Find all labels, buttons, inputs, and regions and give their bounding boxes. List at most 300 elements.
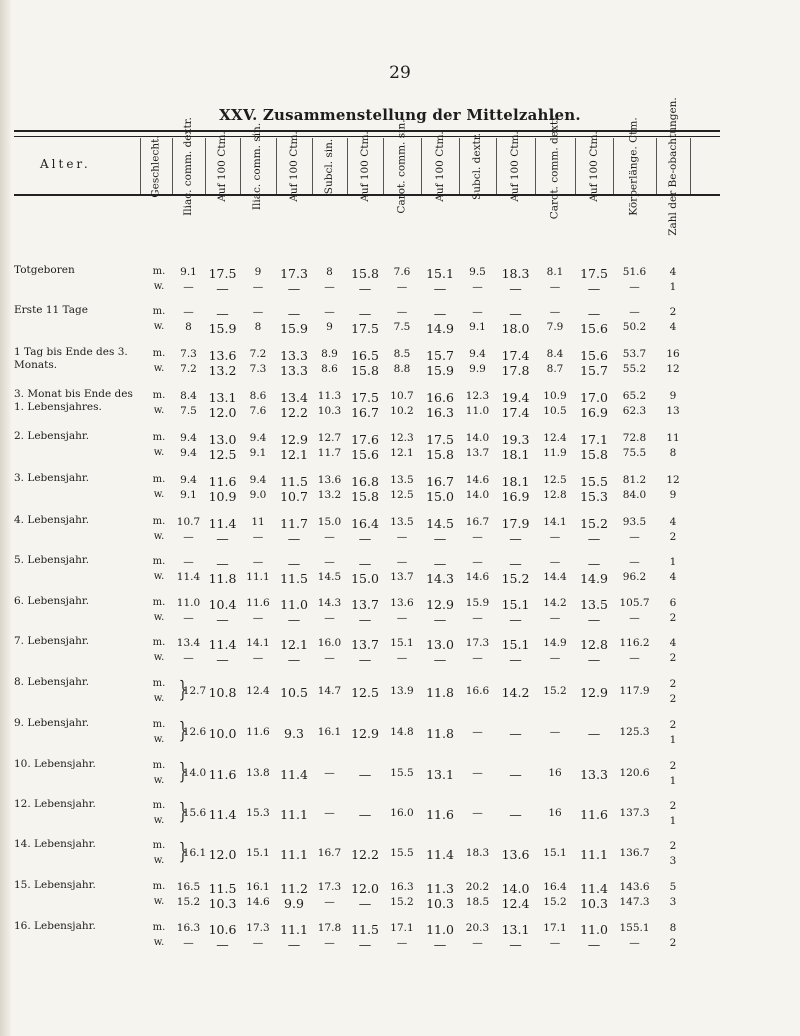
table-cell: 11.7 <box>317 447 342 459</box>
column-header-label: Geschlecht. <box>149 134 162 198</box>
table-cell: 15.5 <box>580 474 608 489</box>
column-header <box>240 122 276 210</box>
table-cell: 5 <box>669 881 677 893</box>
row-age-label: 7. Lebensjahr. <box>14 635 90 647</box>
table-cell: 13.5 <box>390 516 414 528</box>
column-header <box>172 116 205 216</box>
table-cell: — <box>287 556 301 571</box>
table-cell: 16.6 <box>465 685 490 697</box>
column-divider <box>690 138 691 194</box>
column-header-label: Auf 100 Ctm. <box>287 130 300 202</box>
table-cell: 16.4 <box>351 516 379 531</box>
column-header <box>383 118 421 214</box>
table-cell: — <box>587 937 601 952</box>
table-cell: 8 <box>326 266 333 278</box>
table-cell: 13.3 <box>280 363 308 378</box>
table-cell: 14.6 <box>465 571 490 583</box>
table-cell: 15.1 <box>501 597 530 612</box>
row-age-label: Totgeboren <box>14 264 75 276</box>
table-cell: — <box>509 556 522 571</box>
table-cell: 11.1 <box>280 922 308 937</box>
table-cell: — <box>324 281 335 293</box>
table-cell: 143.6 <box>619 881 650 893</box>
table-cell: 16.0 <box>317 637 342 649</box>
table-cell: — <box>549 306 561 318</box>
joint-brace: } <box>178 678 188 703</box>
table-cell: — <box>549 726 561 738</box>
table-cell: 3 <box>669 896 677 908</box>
column-header <box>205 130 240 202</box>
row-sex-label: m. <box>152 719 166 730</box>
table-cell: — <box>183 937 194 949</box>
table-cell: 10.7 <box>280 489 308 504</box>
column-header <box>575 130 613 202</box>
table-cell: 2 <box>669 840 677 852</box>
table-cell: — <box>549 652 561 664</box>
table-cell: 9 <box>326 321 333 333</box>
table-cell: 10.7 <box>176 516 201 528</box>
row-age-label: 9. Lebensjahr. <box>14 717 90 729</box>
table-cell: 9.5 <box>469 266 486 278</box>
table-cell: 15.0 <box>317 516 342 528</box>
table-cell: 7.5 <box>180 405 197 417</box>
table-cell: 20.3 <box>465 922 490 934</box>
table-cell: 11.0 <box>465 405 490 417</box>
table-cell: 9 <box>254 266 262 278</box>
table-cell: 14.2 <box>501 685 530 700</box>
table-cell: 8.7 <box>546 363 564 375</box>
table-cell: — <box>629 531 640 543</box>
table-cell: 15.1 <box>390 637 414 649</box>
table-cell: 13 <box>666 405 680 417</box>
row-sex-label: m. <box>152 348 166 359</box>
row-sex-label: m. <box>152 266 166 277</box>
table-cell: — <box>358 612 372 627</box>
table-cell: 18.0 <box>501 321 530 336</box>
table-cell: 12.9 <box>580 685 608 700</box>
table-cell: 12.2 <box>351 847 379 862</box>
table-cell: 13.9 <box>390 685 414 697</box>
table-cell: — <box>358 937 372 952</box>
table-cell: 13.2 <box>208 363 237 378</box>
table-cell: 8.5 <box>393 348 411 360</box>
table-cell: — <box>433 652 447 667</box>
table-cell: — <box>252 556 264 568</box>
table-cell: 11.8 <box>426 726 454 741</box>
table-cell: 93.5 <box>622 516 647 528</box>
table-cell: 4 <box>669 637 677 649</box>
table-cell: 18.3 <box>501 266 530 281</box>
table-cell: 19.3 <box>501 432 530 447</box>
table-cell: 11.2 <box>280 881 308 896</box>
table-cell: 10.3 <box>426 896 454 911</box>
table-cell: 14.0 <box>182 767 207 779</box>
table-cell: — <box>629 612 640 624</box>
row-sex-label: w. <box>153 815 165 826</box>
table-cell: 17.9 <box>501 516 530 531</box>
table-cell: — <box>629 652 640 664</box>
column-header <box>140 134 172 198</box>
table-cell: 16.7 <box>465 516 490 528</box>
table-cell: — <box>549 612 561 624</box>
table-cell: 12.0 <box>208 405 237 420</box>
table-cell: 16.6 <box>426 390 454 405</box>
table-cell: — <box>324 556 335 568</box>
column-header-label: Subcl. dextr. <box>471 132 483 200</box>
table-cell: 15.1 <box>246 847 270 859</box>
table-cell: — <box>324 306 335 318</box>
table-cell: 16.1 <box>317 726 342 738</box>
table-cell: 14.9 <box>426 321 454 336</box>
table-cell: — <box>183 281 194 293</box>
table-cell: 120.6 <box>619 767 650 779</box>
table-cell: 16.1 <box>182 847 207 859</box>
table-cell: — <box>396 531 408 543</box>
table-cell: 12.4 <box>246 685 270 697</box>
table-cell: — <box>472 306 483 318</box>
table-cell: 7.5 <box>393 321 411 333</box>
table-cell: 12.0 <box>208 847 237 862</box>
table-cell: 11.1 <box>280 807 308 822</box>
table-cell: 12.4 <box>543 432 567 444</box>
table-cell: 13.0 <box>208 432 237 447</box>
table-cell: — <box>509 726 522 741</box>
table-cell: — <box>358 807 372 822</box>
table-cell: 15.1 <box>501 637 530 652</box>
row-sex-label: w. <box>153 937 165 948</box>
table-cell: — <box>216 937 229 952</box>
table-cell: — <box>509 306 522 321</box>
row-sex-label: m. <box>152 922 166 933</box>
row-sex-label: w. <box>153 652 165 663</box>
table-cell: 9.3 <box>284 726 304 741</box>
table-cell: 12.1 <box>280 447 308 462</box>
row-sex-label: m. <box>152 390 166 401</box>
table-cell: 96.2 <box>622 571 647 583</box>
row-age-label: 16. Lebensjahr. <box>14 920 96 932</box>
table-cell: — <box>183 612 194 624</box>
table-cell: 9.0 <box>249 489 267 501</box>
table-cell: 15.0 <box>426 489 454 504</box>
table-cell: — <box>587 531 601 546</box>
table-cell: 16 <box>666 348 680 360</box>
table-cell: 10.9 <box>543 390 567 402</box>
table-cell: 13.6 <box>501 847 530 862</box>
table-cell: 13.6 <box>317 474 342 486</box>
column-header-label: Auf 100 Ctm. <box>509 130 521 202</box>
table-cell: 14.0 <box>501 881 530 896</box>
table-cell: 116.2 <box>619 637 650 649</box>
table-cell: 12.1 <box>390 447 414 459</box>
table-cell: — <box>287 612 301 627</box>
table-cell: 16.8 <box>351 474 379 489</box>
table-cell: 15.8 <box>351 363 379 378</box>
table-cell: 9.4 <box>180 474 197 486</box>
table-cell: 15.6 <box>182 807 207 819</box>
table-cell: 12.9 <box>351 726 379 741</box>
table-cell: 16.3 <box>176 922 201 934</box>
table-title: XXV. Zusammenstellung der Mittelzahlen. <box>219 106 581 124</box>
table-cell: 4 <box>669 571 677 583</box>
row-age-label: 8. Lebensjahr. <box>14 676 90 688</box>
row-sex-label: w. <box>153 321 165 332</box>
table-cell: 7.6 <box>249 405 267 417</box>
table-cell: — <box>358 281 372 296</box>
joint-brace: } <box>178 760 188 785</box>
table-cell: 16.4 <box>543 881 567 893</box>
table-cell: 10.2 <box>390 405 414 417</box>
table-cell: — <box>324 652 335 664</box>
table-cell: 1 <box>669 556 677 568</box>
table-cell: — <box>587 652 601 667</box>
table-cell: 12.0 <box>351 881 379 896</box>
table-cell: 11.3 <box>317 390 342 402</box>
table-cell: 8 <box>669 447 677 459</box>
table-cell: 18.3 <box>465 847 490 859</box>
column-header <box>535 113 575 219</box>
table-cell: 11.7 <box>280 516 308 531</box>
table-cell: 12.9 <box>280 432 308 447</box>
table-cell: — <box>216 281 229 296</box>
table-cell: 1 <box>669 815 677 827</box>
table-cell: 17.4 <box>501 348 530 363</box>
table-cell: 13.1 <box>208 390 237 405</box>
table-cell: 2 <box>669 612 677 624</box>
table-cell: 9 <box>669 489 677 501</box>
table-cell: 13.4 <box>280 390 308 405</box>
table-cell: 7.2 <box>180 363 197 375</box>
row-sex-label: m. <box>152 800 166 811</box>
row-age-label: 6. Lebensjahr. <box>14 595 90 607</box>
table-cell: 16.5 <box>351 348 379 363</box>
table-cell: 7.9 <box>546 321 564 333</box>
table-cell: 14.9 <box>543 637 567 649</box>
row-sex-label: m. <box>152 637 166 648</box>
table-cell: — <box>629 306 640 318</box>
table-cell: — <box>396 937 408 949</box>
table-cell: 13.5 <box>580 597 608 612</box>
table-cell: 14.5 <box>426 516 454 531</box>
table-cell: — <box>433 556 447 571</box>
table-cell: 16.9 <box>580 405 608 420</box>
table-cell: 20.2 <box>465 881 490 893</box>
table-cell: 15.2 <box>580 516 608 531</box>
table-cell: 10.0 <box>208 726 237 741</box>
row-age-label: 5. Lebensjahr. <box>14 554 90 566</box>
table-cell: 9.1 <box>180 266 197 278</box>
table-cell: 16.3 <box>390 881 414 893</box>
table-cell: 15.6 <box>580 321 608 336</box>
table-cell: 17.5 <box>580 266 608 281</box>
table-cell: 12.1 <box>280 637 308 652</box>
table-cell: — <box>216 306 229 321</box>
column-header <box>613 116 656 216</box>
table-cell: 17.0 <box>580 390 608 405</box>
table-cell: 12.5 <box>208 447 237 462</box>
table-cell: 4 <box>669 266 677 278</box>
table-cell: 14.1 <box>543 516 567 528</box>
table-cell: 16 <box>548 807 562 819</box>
table-cell: 9.9 <box>469 363 486 375</box>
row-age-label: 1 Tag bis Ende des 3. Monats. <box>14 346 128 371</box>
table-cell: — <box>396 556 408 568</box>
table-cell: 2 <box>669 678 677 690</box>
table-cell: 15.6 <box>351 447 379 462</box>
table-cell: — <box>509 612 522 627</box>
table-cell: — <box>216 556 229 571</box>
table-cell: 53.7 <box>622 348 647 360</box>
table-cell: 15.7 <box>580 363 608 378</box>
table-cell: 15.9 <box>465 597 490 609</box>
table-cell: 11.0 <box>176 597 201 609</box>
table-cell: 13.1 <box>501 922 530 937</box>
table-cell: 2 <box>669 760 677 772</box>
row-sex-label: w. <box>153 447 165 458</box>
table-cell: 8 <box>669 922 677 934</box>
table-cell: — <box>358 767 372 782</box>
table-cell: — <box>216 612 229 627</box>
table-cell: 12.3 <box>465 390 490 402</box>
table-cell: 8.4 <box>180 390 197 402</box>
table-cell: — <box>287 531 301 546</box>
table-cell: 14.0 <box>465 432 490 444</box>
table-cell: 15.8 <box>351 489 379 504</box>
table-cell: — <box>549 281 561 293</box>
table-cell: 10.3 <box>317 405 342 417</box>
table-cell: 105.7 <box>619 597 650 609</box>
table-cell: — <box>183 531 194 543</box>
table-cell: 17.3 <box>280 266 308 281</box>
table-cell: — <box>324 531 335 543</box>
table-cell: — <box>287 281 301 296</box>
page-number: 29 <box>389 63 411 83</box>
table-cell: — <box>183 556 194 568</box>
row-age-label: 14. Lebensjahr. <box>14 838 96 850</box>
row-sex-label: w. <box>153 612 165 623</box>
table-cell: 12.2 <box>280 405 308 420</box>
table-cell: 10.5 <box>280 685 308 700</box>
table-cell: 2 <box>669 719 677 731</box>
book-binding-edge <box>0 0 12 1036</box>
row-age-label: 3. Lebensjahr. <box>14 472 90 484</box>
table-cell: 12.8 <box>580 637 608 652</box>
row-sex-label: w. <box>153 734 165 745</box>
column-header <box>312 140 347 192</box>
table-cell: 7.3 <box>180 348 197 360</box>
table-cell: 16.5 <box>176 881 201 893</box>
table-cell: 9.1 <box>249 447 267 459</box>
table-cell: 11.1 <box>280 847 308 862</box>
table-cell: 10.8 <box>208 685 237 700</box>
row-sex-label: w. <box>153 896 165 907</box>
table-cell: 65.2 <box>622 390 647 402</box>
table-cell: — <box>587 281 601 296</box>
table-cell: — <box>509 281 522 296</box>
table-cell: — <box>433 531 447 546</box>
table-cell: 13.5 <box>390 474 414 486</box>
table-cell: 72.8 <box>622 432 647 444</box>
table-cell: — <box>287 306 301 321</box>
table-cell: 62.3 <box>622 405 647 417</box>
column-header-label: Auf 100 Ctm. <box>433 130 446 202</box>
table-cell: 11.6 <box>246 726 270 738</box>
row-sex-label: w. <box>153 363 165 374</box>
table-cell: 12 <box>666 474 680 486</box>
table-cell: 17.5 <box>426 432 454 447</box>
table-cell: 13.7 <box>465 447 490 459</box>
table-cell: 8.6 <box>321 363 338 375</box>
table-cell: 136.7 <box>619 847 650 859</box>
row-age-label: 15. Lebensjahr. <box>14 879 96 891</box>
table-cell: 11.4 <box>208 807 237 822</box>
table-cell: — <box>252 937 264 949</box>
table-cell: — <box>549 937 561 949</box>
row-age-label: 10. Lebensjahr. <box>14 758 96 770</box>
table-cell: 3 <box>669 855 677 867</box>
column-header-label: Iliac. comm. dextr. <box>182 116 195 216</box>
table-cell: 15.1 <box>543 847 567 859</box>
table-cell: 9.4 <box>180 432 197 444</box>
table-cell: — <box>358 556 372 571</box>
table-cell: 17.3 <box>317 881 342 893</box>
table-cell: — <box>324 937 335 949</box>
table-cell: 15.2 <box>390 896 414 908</box>
table-cell: 16.3 <box>426 405 454 420</box>
table-cell: 17.5 <box>208 266 237 281</box>
table-cell: 15.6 <box>580 348 608 363</box>
column-header-label: Carot. comm. dextr. <box>548 113 561 219</box>
table-cell: 2 <box>669 693 677 705</box>
row-sex-label: m. <box>152 760 166 771</box>
table-cell: 117.9 <box>619 685 650 697</box>
table-cell: 15.8 <box>426 447 454 462</box>
table-cell: 12.6 <box>182 726 207 738</box>
row-sex-label: w. <box>153 405 165 416</box>
column-header-label: Auf 100 Ctm. <box>358 130 371 202</box>
table-cell: 15.8 <box>351 266 379 281</box>
row-sex-label: m. <box>152 597 166 608</box>
table-cell: 6 <box>669 597 677 609</box>
table-cell: 13.0 <box>426 637 454 652</box>
table-cell: 17.1 <box>543 922 567 934</box>
table-cell: 9.4 <box>249 474 267 486</box>
table-cell: 11.4 <box>280 767 308 782</box>
table-cell: 14.6 <box>465 474 490 486</box>
table-cell: 7.2 <box>249 348 267 360</box>
column-header <box>276 130 312 202</box>
table-cell: 11.4 <box>426 847 454 862</box>
table-cell: 14.7 <box>317 685 342 697</box>
row-sex-label: w. <box>153 281 165 292</box>
row-sex-label: w. <box>153 693 165 704</box>
column-header-label: Subcl. sin. <box>323 138 336 194</box>
table-cell: 15.5 <box>390 847 414 859</box>
table-cell: 9.4 <box>180 447 197 459</box>
table-cell: 13.7 <box>351 597 379 612</box>
table-cell: 11.5 <box>280 474 308 489</box>
row-sex-label: w. <box>153 855 165 866</box>
table-cell: 11.1 <box>580 847 608 862</box>
table-cell: 7.6 <box>393 266 411 278</box>
table-cell: — <box>509 807 522 822</box>
table-cell: 8.4 <box>546 348 564 360</box>
table-cell: 11.9 <box>543 447 567 459</box>
table-cell: 12.5 <box>390 489 414 501</box>
table-cell: 17.6 <box>351 432 379 447</box>
table-cell: 8 <box>254 321 262 333</box>
table-cell: 9.1 <box>469 321 486 333</box>
table-cell: 16.1 <box>246 881 270 893</box>
